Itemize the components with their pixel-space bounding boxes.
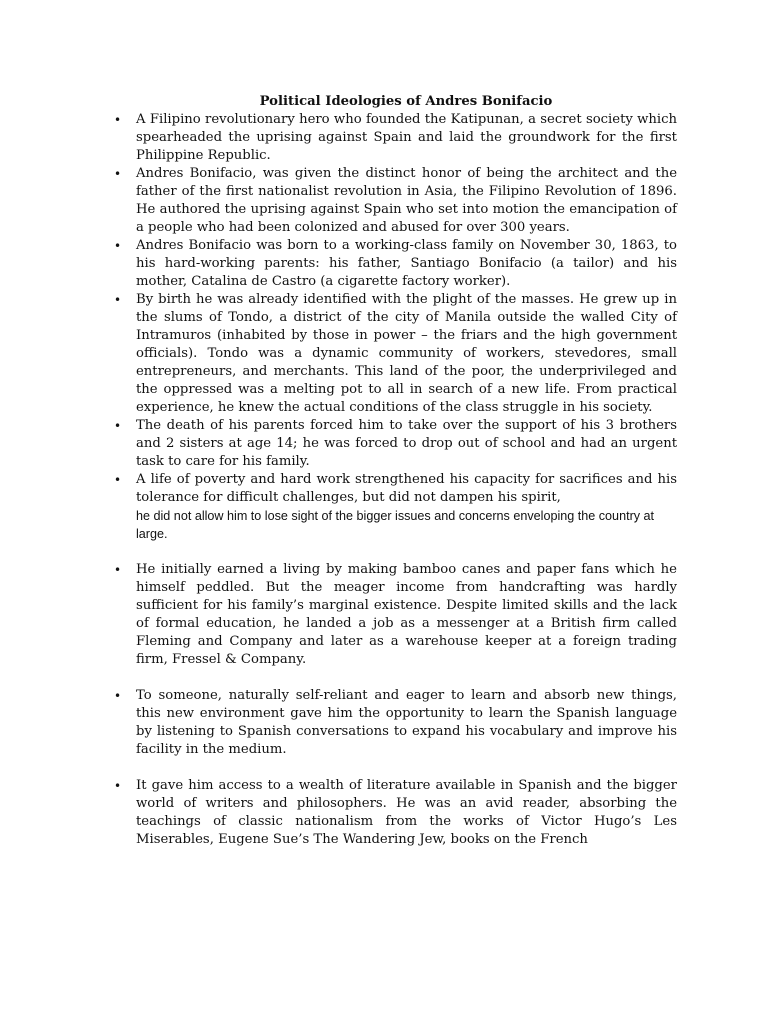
bullet-icon: • [114, 239, 122, 253]
list-item-text: Andres Bonifacio, was given the distinct honor of being the architect and the father of the first nationalist revolution in Asia, the Filipino Revolution of 1896. He authored the uprising against Spain who set into motion the emancipation of a people who had been colonized and abused for over 300 years. [136, 166, 677, 235]
list-item-text: By birth he was already identified with the plight of the masses. He grew up in the slums of Tondo, a district of the city of Manila outside the walled City of Intramuros (inhabited by those in power – the friars and the high government officials). Tondo was a dynamic community of workers, stevedores, small entrepreneurs, and merchants. This land of the poor, the underprivileged and the oppressed was a melting pot to all in search of a new life. From practical experience, he knew the actual conditions of the class struggle in his society. [136, 292, 677, 415]
list-item [114, 291, 677, 417]
list-item-text: It gave him access to a wealth of literature available in Spanish and the bigger world of writers and philosophers. He was an avid reader, absorbing the teachings of classic nationalism from the works of Victor Hugo’s Les Miserables, Eugene Sue’s The Wandering Jew, books on the French [136, 778, 677, 847]
list-item [114, 165, 677, 237]
list-item [114, 417, 677, 471]
bullet-icon: • [114, 167, 122, 181]
bullet-icon: • [114, 779, 122, 793]
list-item [114, 687, 677, 759]
list-item-text: To someone, naturally self-reliant and eager to learn and absorb new things, this new environment gave him the opportunity to learn the Spanish language by listening to Spanish conversations to expand his vocabulary and improve his facility in the medium. [136, 688, 677, 757]
list-item-text: Andres Bonifacio was born to a working-class family on November 30, 1863, to his hard-working parents: his father, Santiago Bonifacio (a tailor) and his mother, Catalina de Castro (a cigarette factory worker). [136, 238, 677, 289]
bullet-icon: • [114, 689, 122, 703]
bullet-icon: • [114, 419, 122, 433]
list-item-text: The death of his parents forced him to take over the support of his 3 brothers and 2 sisters at age 14; he was forced to drop out of school and had an urgent task to care for his family. [136, 418, 677, 469]
list-item [114, 237, 677, 291]
list-item [114, 111, 677, 165]
list-item-text: A Filipino revolutionary hero who founded the Katipunan, a secret society which spearheaded the uprising against Spain and laid the groundwork for the first Philippine Republic. [136, 112, 677, 163]
bullet-list [114, 111, 677, 849]
list-item [114, 471, 677, 543]
list-item-text: A life of poverty and hard work strengthened his capacity for sacrifices and his tolerance for difficult challenges, but did not dampen his spirit, [136, 472, 677, 505]
list-item-text: He initially earned a living by making bamboo canes and paper fans which he himself peddled. But the meager income from handcrafting was hardly sufficient for his family’s marginal existence. Despite limited skills and the lack of formal education, he landed a job as a messenger at a British firm called Fleming and Company and later as a warehouse keeper at a foreign trading firm, Fressel & Company. [136, 562, 677, 667]
bullet-icon: • [114, 563, 122, 577]
bullet-icon: • [114, 113, 122, 127]
bullet-icon: • [114, 293, 122, 307]
document-title: Political Ideologies of Andres Bonifacio [259, 94, 553, 109]
list-item [114, 777, 677, 849]
bullet-icon: • [114, 473, 122, 487]
list-item [114, 561, 677, 669]
list-item-continuation: he did not allow him to lose sight of the bigger issues and concerns enveloping the country at large. [136, 509, 655, 541]
